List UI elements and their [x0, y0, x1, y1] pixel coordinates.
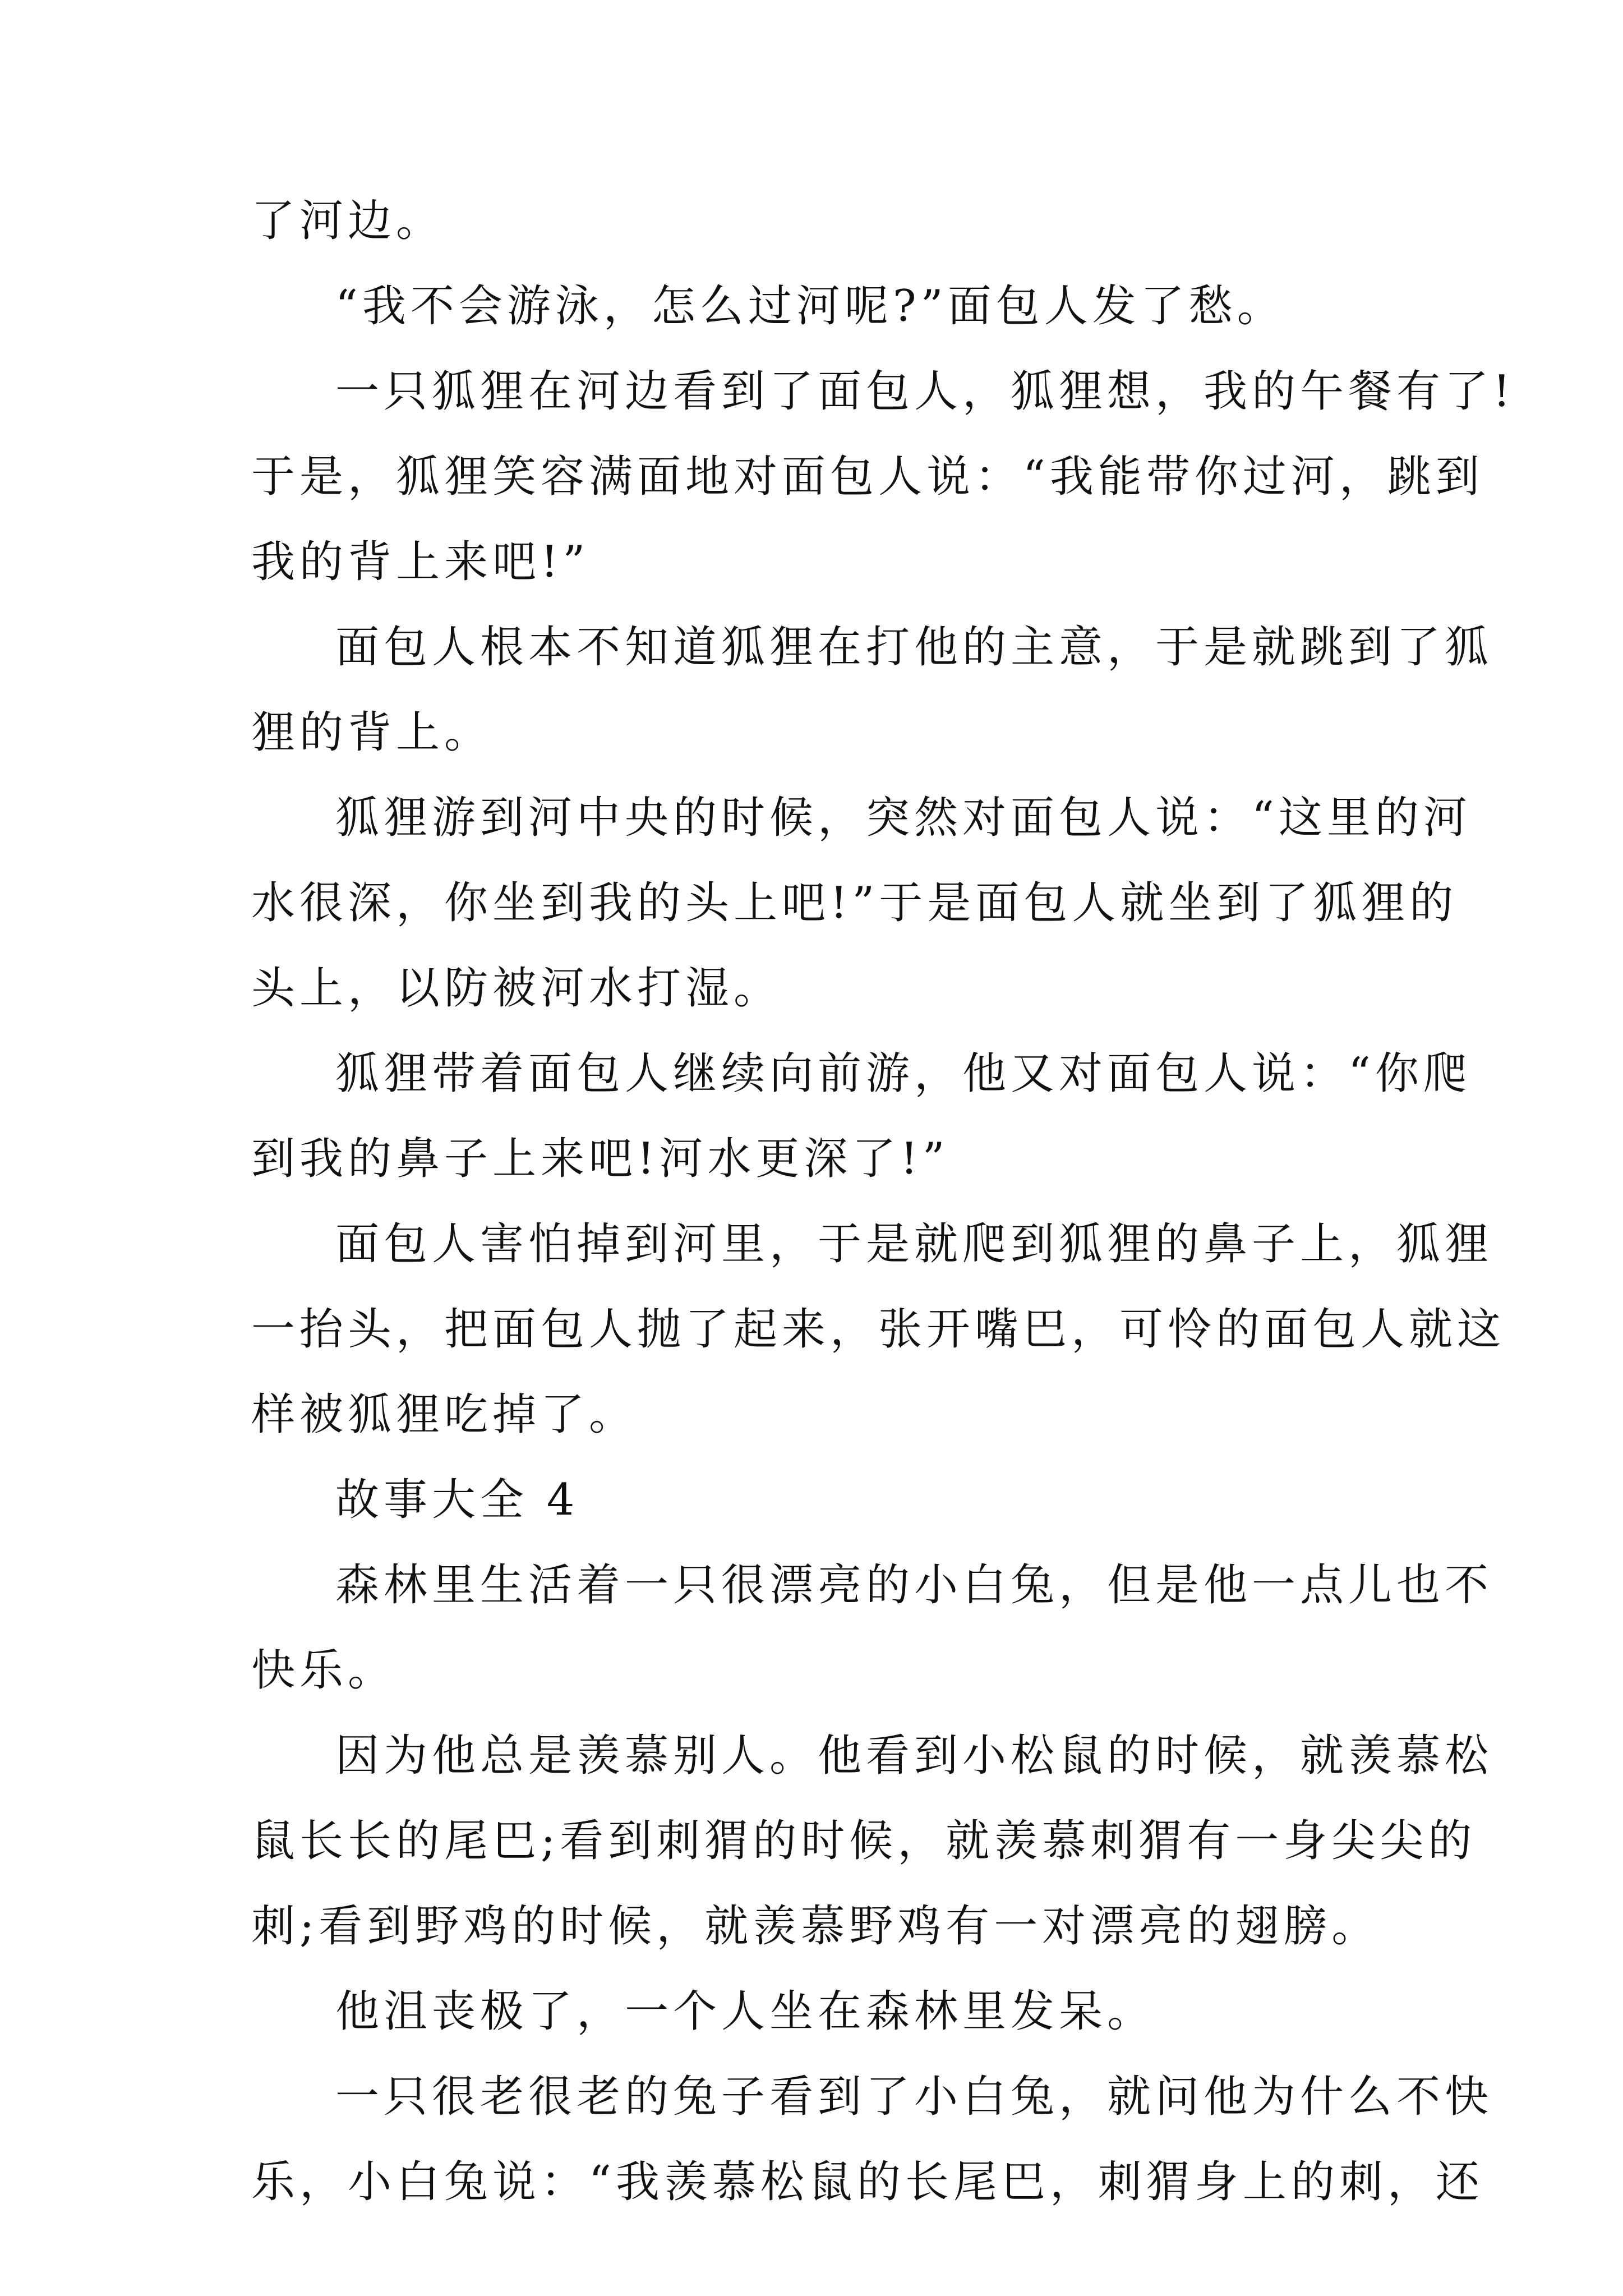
text-line: 了河边。 [251, 196, 445, 246]
paragraph-start-line: 他沮丧极了，一个人坐在森林里发呆。 [335, 1986, 1156, 2037]
text-line: 狸的背上。 [251, 707, 493, 758]
paragraph-start-line: 狐狸带着面包人继续向前游，他又对面包人说：“你爬 [335, 1048, 1472, 1099]
text-line: 鼠长长的尾巴;看到刺猬的时候，就羡慕刺猬有一身尖尖的 [251, 1816, 1477, 1866]
text-line: 一抬头，把面包人抛了起来，张开嘴巴，可怜的面包人就这 [251, 1304, 1506, 1355]
text-line: 刺;看到野鸡的时候，就羡慕野鸡有一对漂亮的翅膀。 [251, 1901, 1380, 1952]
text-line: 乐，小白兔说：“我羡慕松鼠的长尾巴，刺猬身上的刺，还 [251, 2157, 1484, 2207]
text-line: 头上，以防被河水打湿。 [251, 963, 782, 1014]
paragraph-start-line: 一只狐狸在河边看到了面包人，狐狸想，我的午餐有了! [335, 366, 1515, 417]
paragraph-start-line: 一只很老很老的兔子看到了小白兔，就问他为什么不快 [335, 2072, 1493, 2122]
story-text [251, 178, 1515, 2225]
text-line: 水很深，你坐到我的头上吧!”于是面包人就坐到了狐狸的 [251, 878, 1458, 928]
text-line: 到我的鼻子上来吧!河水更深了!” [251, 1134, 949, 1184]
paragraph-start-line: 狐狸游到河中央的时候，突然对面包人说：“这里的河 [335, 793, 1472, 843]
paragraph-start-line: 面包人害怕掉到河里，于是就爬到狐狸的鼻子上，狐狸 [335, 1219, 1493, 1269]
paragraph-start-line: 森林里生活着一只很漂亮的小白兔，但是他一点儿也不 [335, 1560, 1493, 1611]
text-line: 快乐。 [251, 1645, 396, 1696]
text-line: 我的背上来吧!” [251, 537, 590, 587]
paragraph-start-line: 面包人根本不知道狐狸在打他的主意，于是就跳到了狐 [335, 622, 1493, 673]
paragraph-start-line: 因为他总是羡慕别人。他看到小松鼠的时候，就羡慕松 [335, 1731, 1493, 1781]
section-heading: 故事大全 4 [335, 1475, 579, 1525]
text-line: 样被狐狸吃掉了。 [251, 1389, 638, 1440]
text-line: 于是，狐狸笑容满面地对面包人说：“我能带你过河，跳到 [251, 452, 1484, 502]
paragraph-start-line: “我不会游泳，怎么过河呢?”面包人发了愁。 [335, 281, 1285, 332]
